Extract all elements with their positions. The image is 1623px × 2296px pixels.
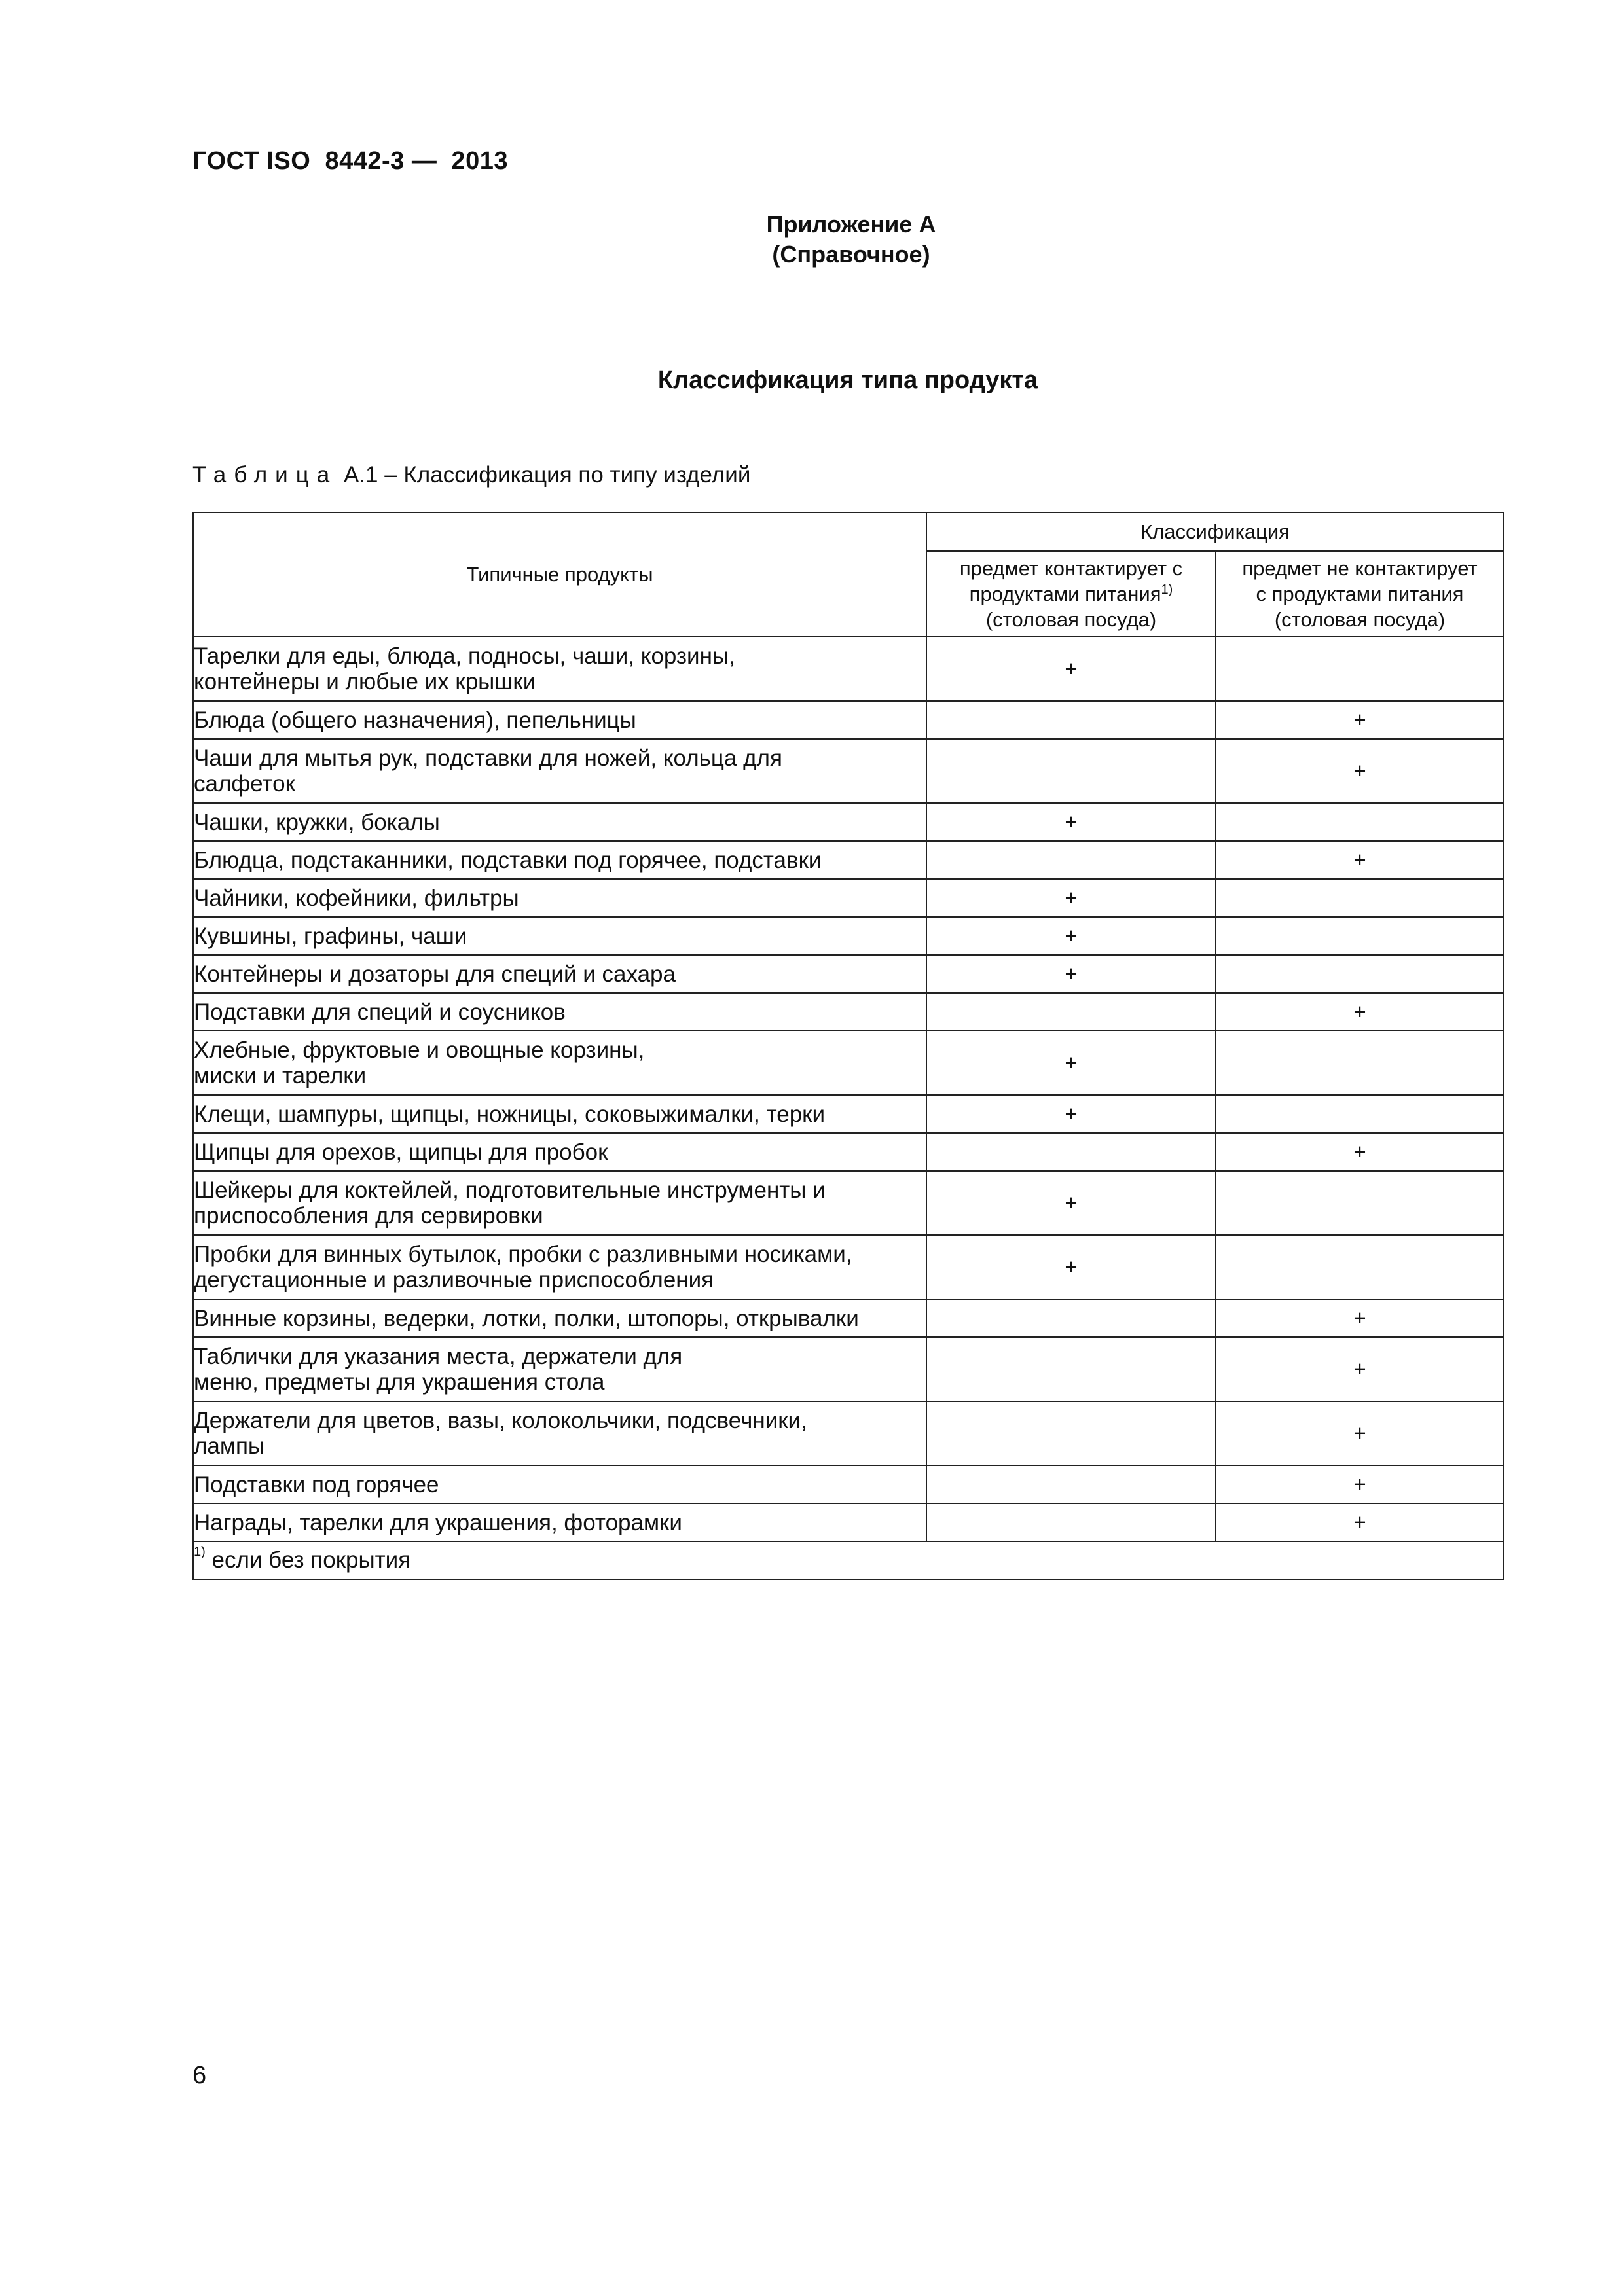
table-row xyxy=(193,1503,1504,1541)
non-food-contact-cell: + xyxy=(1216,1465,1504,1503)
non-food-contact-cell xyxy=(1216,1095,1504,1133)
table-row xyxy=(193,1465,1504,1503)
non-food-contact-cell: + xyxy=(1216,1503,1504,1541)
header-typical-products: Типичные продукты xyxy=(193,512,926,637)
table-row xyxy=(193,1095,1504,1133)
food-contact-cell xyxy=(926,701,1216,739)
non-food-contact-cell: + xyxy=(1216,1299,1504,1337)
non-food-contact-cell xyxy=(1216,955,1504,993)
table-row xyxy=(193,1133,1504,1171)
non-food-contact-cell xyxy=(1216,917,1504,955)
header-non-food-contact-line1: предмет не контактирует xyxy=(1242,557,1478,580)
header-non-food-contact-line2: с продуктами питания xyxy=(1256,583,1464,605)
section-title: Классификация типа продукта xyxy=(657,367,1038,394)
non-food-contact-cell: + xyxy=(1216,1337,1504,1401)
footnote-ref: 1) xyxy=(1161,583,1173,597)
product-cell: Тарелки для еды, блюда, подносы, чаши, корзины, контейнеры и любые их крышки xyxy=(193,637,926,701)
table-row xyxy=(193,1031,1504,1095)
footnote-mark: 1) xyxy=(194,1545,206,1559)
non-food-contact-cell xyxy=(1216,1235,1504,1299)
food-contact-cell: + xyxy=(926,879,1216,917)
header-food-contact xyxy=(926,551,1216,637)
appendix-title: Приложение А xyxy=(766,211,936,238)
non-food-contact-cell: + xyxy=(1216,1133,1504,1171)
non-food-contact-cell: + xyxy=(1216,739,1504,803)
food-contact-cell xyxy=(926,1133,1216,1171)
header-food-contact-line2: продуктами питания xyxy=(969,583,1161,605)
non-food-contact-cell xyxy=(1216,1171,1504,1235)
non-food-contact-cell: + xyxy=(1216,841,1504,879)
table-row xyxy=(193,739,1504,803)
table-row xyxy=(193,701,1504,739)
food-contact-cell xyxy=(926,1299,1216,1337)
table-caption-text: А.1 – Классификация по типу изделий xyxy=(337,462,751,488)
table-row xyxy=(193,1337,1504,1401)
product-cell: Подставки для специй и соусников xyxy=(193,993,926,1031)
food-contact-cell xyxy=(926,841,1216,879)
table-row xyxy=(193,955,1504,993)
food-contact-cell: + xyxy=(926,1095,1216,1133)
header-non-food-contact-line3: (столовая посуда) xyxy=(1274,608,1446,631)
food-contact-cell xyxy=(926,1465,1216,1503)
product-cell: Пробки для винных бутылок, пробки с разливными носиками, дегустационные и разливочные приспособления xyxy=(193,1235,926,1299)
table-row xyxy=(193,803,1504,841)
table-row xyxy=(193,637,1504,701)
food-contact-cell xyxy=(926,993,1216,1031)
table-row xyxy=(193,1401,1504,1465)
product-cell: Хлебные, фруктовые и овощные корзины, миски и тарелки xyxy=(193,1031,926,1095)
product-cell: Подставки под горячее xyxy=(193,1465,926,1503)
food-contact-cell xyxy=(926,739,1216,803)
non-food-contact-cell: + xyxy=(1216,701,1504,739)
table-row xyxy=(193,1299,1504,1337)
product-cell: Таблички для указания места, держатели для меню, предметы для украшения стола xyxy=(193,1337,926,1401)
footnote-text: если без покрытия xyxy=(205,1547,411,1573)
food-contact-cell xyxy=(926,1503,1216,1541)
product-cell: Награды, тарелки для украшения, фоторамки xyxy=(193,1503,926,1541)
table-row xyxy=(193,917,1504,955)
page-number: 6 xyxy=(192,2062,207,2089)
table-caption-label: Таблица xyxy=(192,462,338,488)
non-food-contact-cell: + xyxy=(1216,1401,1504,1465)
appendix-heading xyxy=(681,209,1021,270)
product-cell: Контейнеры и дозаторы для специй и сахара xyxy=(193,955,926,993)
table-row xyxy=(193,879,1504,917)
header-food-contact-line1: предмет контактирует с xyxy=(959,557,1183,580)
non-food-contact-cell xyxy=(1216,879,1504,917)
product-cell: Винные корзины, ведерки, лотки, полки, штопоры, открывалки xyxy=(193,1299,926,1337)
food-contact-cell: + xyxy=(926,1171,1216,1235)
header-classification: Классификация xyxy=(926,512,1504,551)
product-cell: Блюда (общего назначения), пепельницы xyxy=(193,701,926,739)
non-food-contact-cell xyxy=(1216,803,1504,841)
table-row xyxy=(193,841,1504,879)
appendix-subtitle: (Справочное) xyxy=(772,241,930,268)
product-cell: Чашки, кружки, бокалы xyxy=(193,803,926,841)
food-contact-cell: + xyxy=(926,803,1216,841)
food-contact-cell: + xyxy=(926,1031,1216,1095)
table-caption xyxy=(192,462,750,488)
food-contact-cell: + xyxy=(926,1235,1216,1299)
footnote xyxy=(193,1541,1504,1579)
product-cell: Держатели для цветов, вазы, колокольчики, подсвечники, лампы xyxy=(193,1401,926,1465)
product-cell: Чайники, кофейники, фильтры xyxy=(193,879,926,917)
non-food-contact-cell xyxy=(1216,637,1504,701)
product-cell: Блюдца, подстаканники, подставки под горячее, подставки xyxy=(193,841,926,879)
food-contact-cell: + xyxy=(926,917,1216,955)
product-cell: Чаши для мытья рук, подставки для ножей, кольца для салфеток xyxy=(193,739,926,803)
table-row xyxy=(193,1235,1504,1299)
product-cell: Клещи, шампуры, щипцы, ножницы, соковыжималки, терки xyxy=(193,1095,926,1133)
header-food-contact-line3: (столовая посуда) xyxy=(985,608,1157,631)
non-food-contact-cell xyxy=(1216,1031,1504,1095)
food-contact-cell: + xyxy=(926,637,1216,701)
product-cell: Шейкеры для коктейлей, подготовительные инструменты и приспособления для сервировки xyxy=(193,1171,926,1235)
food-contact-cell xyxy=(926,1401,1216,1465)
product-cell: Щипцы для орехов, щипцы для пробок xyxy=(193,1133,926,1171)
footnote-row xyxy=(193,1541,1504,1579)
food-contact-cell xyxy=(926,1337,1216,1401)
header-non-food-contact xyxy=(1216,551,1504,637)
food-contact-cell: + xyxy=(926,955,1216,993)
document-code: ГОСТ ISO 8442-3 — 2013 xyxy=(192,147,508,175)
table-row xyxy=(193,1171,1504,1235)
classification-table xyxy=(192,512,1504,1580)
non-food-contact-cell: + xyxy=(1216,993,1504,1031)
table-row xyxy=(193,993,1504,1031)
product-cell: Кувшины, графины, чаши xyxy=(193,917,926,955)
